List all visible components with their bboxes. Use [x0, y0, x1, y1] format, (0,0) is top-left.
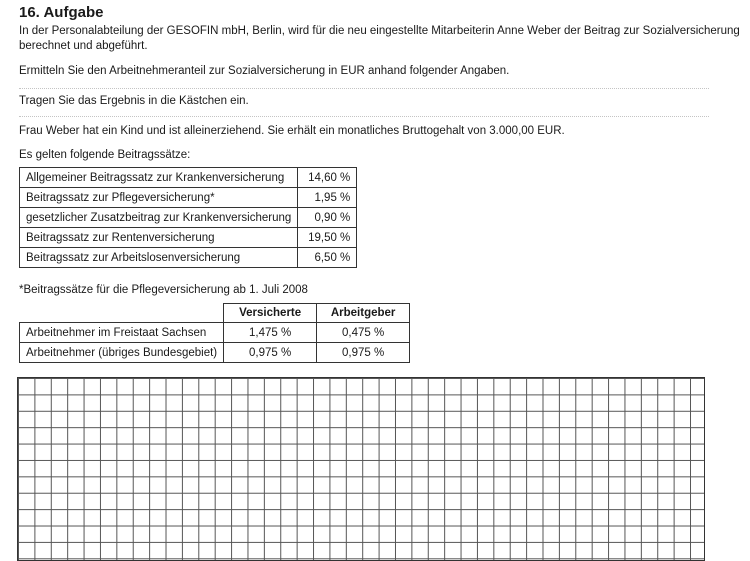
table-row	[20, 343, 410, 363]
rate-label: Beitragssatz zur Rentenversicherung	[20, 228, 298, 248]
divider	[19, 116, 709, 117]
header-versicherte: Versicherte	[224, 304, 317, 323]
table-row	[20, 228, 357, 248]
rates-heading: Es gelten folgende Beitragssätze:	[19, 149, 191, 161]
table-row	[20, 208, 357, 228]
pflege-table	[19, 303, 410, 363]
answer-hint-text: Tragen Sie das Ergebnis in die Kästchen ein.	[19, 95, 249, 107]
answer-grid[interactable]	[17, 377, 705, 561]
pflege-arbeitgeber-value: 0,475 %	[317, 323, 410, 343]
table-row	[20, 188, 357, 208]
rate-value: 1,95 %	[298, 188, 357, 208]
task-title: 16. Aufgabe	[19, 4, 104, 21]
rates-table	[19, 167, 357, 268]
pflege-row-label: Arbeitnehmer im Freistaat Sachsen	[20, 323, 224, 343]
intro-text-line1: In der Personalabteilung der GESOFIN mbH, Berlin, wird für die neu eingestellte Mitarbeiterin Anne Weber der Beitrag zur Sozialversicherung	[19, 25, 740, 37]
rate-label: Beitragssatz zur Pflegeversicherung*	[20, 188, 298, 208]
pflege-versicherte-value: 0,975 %	[224, 343, 317, 363]
rate-label: gesetzlicher Zusatzbeitrag zur Krankenversicherung	[20, 208, 298, 228]
pflege-arbeitgeber-value: 0,975 %	[317, 343, 410, 363]
header-blank-cell	[20, 304, 224, 323]
rate-label: Allgemeiner Beitragssatz zur Krankenversicherung	[20, 168, 298, 188]
pflege-versicherte-value: 1,475 %	[224, 323, 317, 343]
rate-value: 0,90 %	[298, 208, 357, 228]
scenario-text: Frau Weber hat ein Kind und ist alleinerziehend. Sie erhält ein monatliches Bruttogehalt von 3.000,00 EUR.	[19, 125, 565, 137]
divider	[19, 88, 709, 89]
instruction-text: Ermitteln Sie den Arbeitnehmeranteil zur Sozialversicherung in EUR anhand folgender Angaben.	[19, 65, 510, 77]
table-row	[20, 168, 357, 188]
intro-text-line2: berechnet und abgeführt.	[19, 40, 148, 52]
header-arbeitgeber: Arbeitgeber	[317, 304, 410, 323]
table-header-row	[20, 304, 410, 323]
rate-value: 14,60 %	[298, 168, 357, 188]
table-row	[20, 248, 357, 268]
table-row	[20, 323, 410, 343]
pflege-row-label: Arbeitnehmer (übriges Bundesgebiet)	[20, 343, 224, 363]
rate-label: Beitragssatz zur Arbeitslosenversicherung	[20, 248, 298, 268]
rate-value: 19,50 %	[298, 228, 357, 248]
pflege-note: *Beitragssätze für die Pflegeversicherung ab 1. Juli 2008	[19, 284, 308, 296]
rate-value: 6,50 %	[298, 248, 357, 268]
